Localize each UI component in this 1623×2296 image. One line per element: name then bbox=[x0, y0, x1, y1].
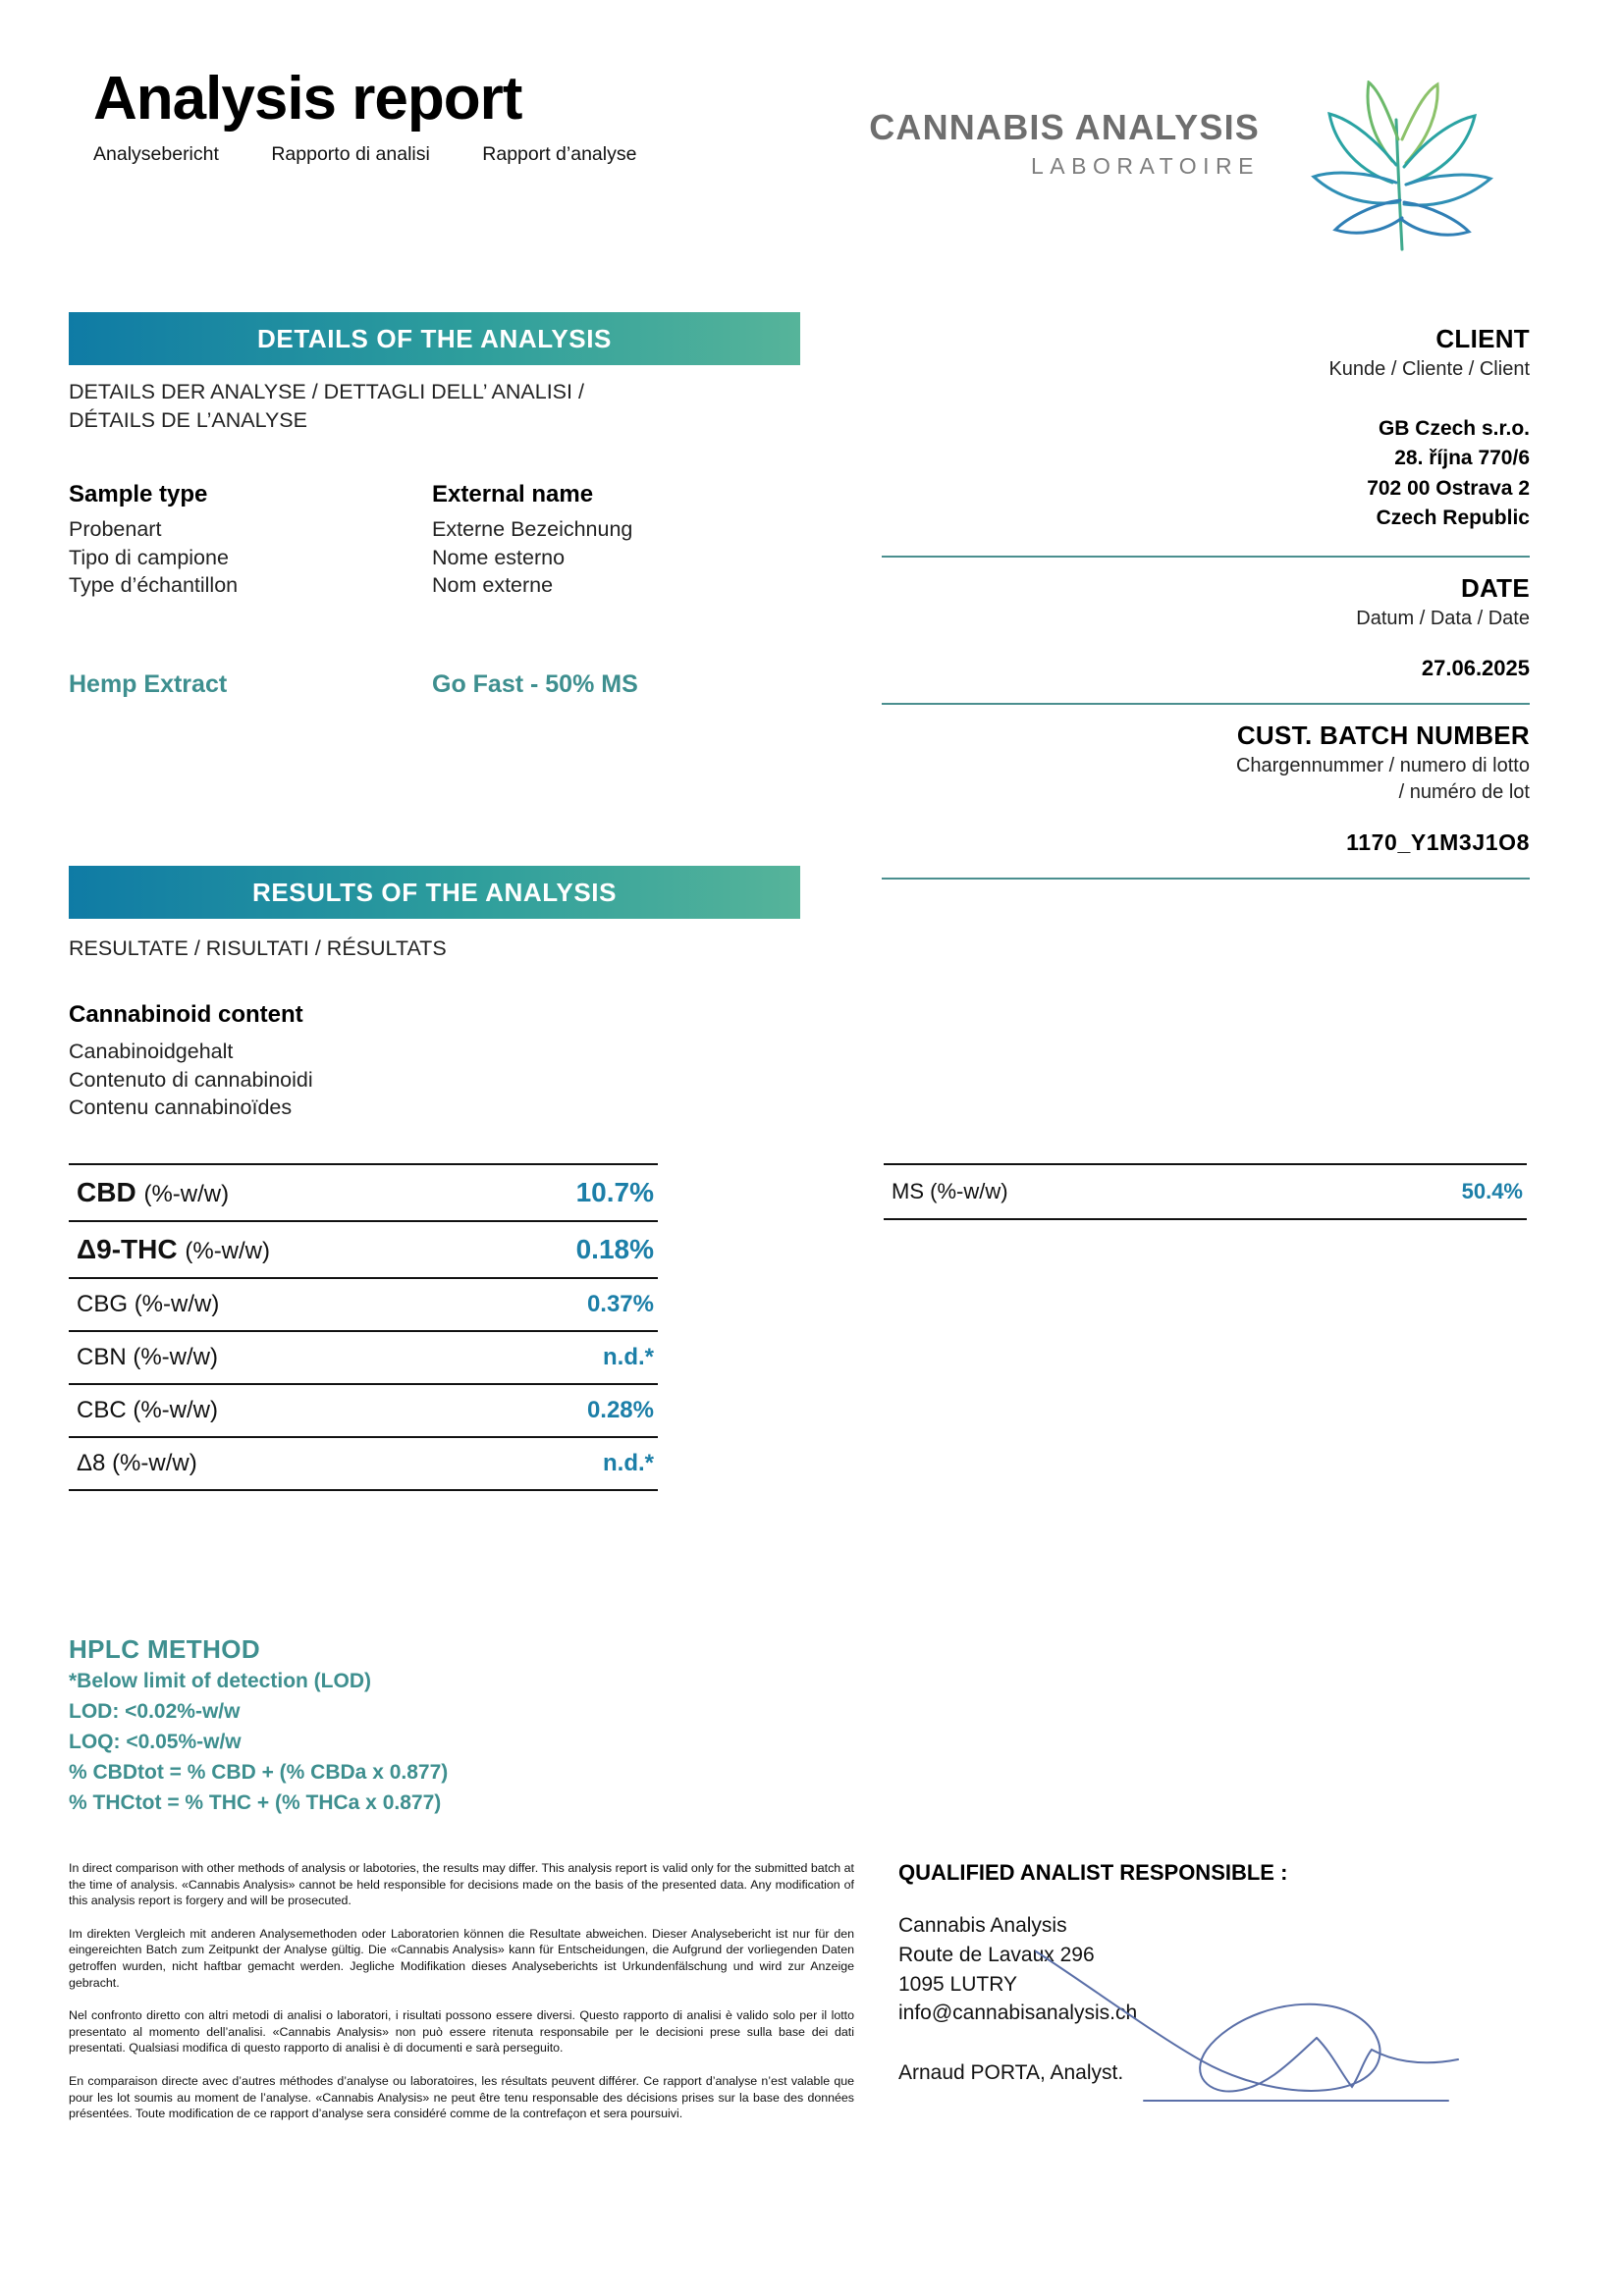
row-label-cbc bbox=[69, 1384, 478, 1437]
title-fr: Rapport d’analyse bbox=[482, 143, 637, 165]
divider bbox=[882, 878, 1530, 880]
analyte-name: CBD bbox=[77, 1177, 136, 1207]
row-value-d8: n.d.* bbox=[478, 1437, 658, 1490]
details-subtitle-line1: DETAILS DER ANALYSE / DETTAGLI DELL’ ANALISI / bbox=[69, 380, 584, 403]
row-value-cbc: 0.28% bbox=[478, 1384, 658, 1437]
external-name-column bbox=[432, 481, 776, 600]
sample-type-fr: Type d’échantillon bbox=[69, 573, 239, 598]
hplc-loq: LOQ: <0.05%-w/w bbox=[69, 1730, 242, 1753]
sample-type-column bbox=[69, 481, 432, 600]
details-banner-label: DETAILS OF THE ANALYSIS bbox=[257, 323, 612, 353]
external-name-it: Nome esterno bbox=[432, 545, 566, 569]
row-label-cbd bbox=[69, 1164, 478, 1221]
hplc-method-block bbox=[69, 1634, 815, 1817]
sample-type-de: Probenart bbox=[69, 517, 162, 541]
row-value-d9thc: 0.18% bbox=[478, 1221, 658, 1278]
analyte-name: Δ8 bbox=[77, 1450, 106, 1476]
results-banner-subtitle: RESULTATE / RISULTATI / RÉSULTATS bbox=[69, 936, 447, 960]
signature-title: QUALIFIED ANALIST RESPONSIBLE : bbox=[898, 1860, 1288, 1885]
analyte-unit: (%-w/w) bbox=[143, 1181, 230, 1207]
row-label-cbn bbox=[69, 1331, 478, 1384]
row-value-ms: 50.4% bbox=[1293, 1164, 1527, 1219]
row-label-cbg bbox=[69, 1278, 478, 1331]
sample-type-head: Sample type bbox=[69, 481, 208, 507]
divider bbox=[882, 556, 1530, 558]
brand-logo bbox=[823, 80, 1530, 247]
row-value-cbd: 10.7% bbox=[478, 1164, 658, 1221]
client-name: GB Czech s.r.o. bbox=[1378, 417, 1530, 440]
analyte-unit: (%-w/w) bbox=[133, 1397, 218, 1423]
row-label-ms: MS (%-w/w) bbox=[884, 1164, 1293, 1219]
table-row bbox=[69, 1437, 658, 1490]
results-banner-label: RESULTS OF THE ANALYSIS bbox=[251, 877, 618, 907]
batch-value: 1170_Y1M3J1O8 bbox=[1346, 828, 1530, 855]
date-subtitle: Datum / Data / Date bbox=[1356, 607, 1530, 629]
row-label-d9thc bbox=[69, 1221, 478, 1278]
external-name-fr: Nom externe bbox=[432, 573, 554, 598]
disclaimer-block bbox=[69, 1860, 854, 2139]
table-row bbox=[69, 1331, 658, 1384]
row-value-cbg: 0.37% bbox=[478, 1278, 658, 1331]
table-row bbox=[69, 1278, 658, 1331]
analyte-name: CBG bbox=[77, 1291, 129, 1317]
details-banner bbox=[69, 312, 800, 365]
client-title: CLIENT bbox=[1435, 324, 1530, 353]
client-info-column bbox=[882, 324, 1530, 895]
analyte-unit: (%-w/w) bbox=[185, 1238, 271, 1264]
analyte-name: CBC bbox=[77, 1397, 127, 1423]
logo-company-subtitle: LABORATOIRE bbox=[1031, 152, 1260, 179]
lab-company: Cannabis Analysis bbox=[898, 1914, 1067, 1937]
hplc-title: HPLC METHOD bbox=[69, 1634, 261, 1664]
external-name-head: External name bbox=[432, 481, 594, 507]
report-header bbox=[93, 65, 1530, 255]
disclaimer-fr: En comparaison directe avec d’autres méthodes d’analyse ou laboratoires, les résultats peuvent différer. Ce rapport d’analyse n’est valable que pour les lot soumis au moment de l’analyse. «Cannabis Analysis» ne peut être tenu responsable des décisions prises sur la base des données présentées. Toute modification de ce rapport d’analyse sera considéré comme de la contrefaçon et sera poursuivi. bbox=[69, 2074, 854, 2121]
external-name-value: Go Fast - 50% MS bbox=[432, 669, 638, 698]
lab-city: 1095 LUTRY bbox=[898, 1972, 1018, 1996]
client-subtitle: Kunde / Cliente / Client bbox=[1328, 358, 1530, 380]
cannabinoid-fr: Contenu cannabinoïdes bbox=[69, 1095, 293, 1120]
title-it: Rapporto di analisi bbox=[271, 143, 430, 165]
details-subtitle-line2: DÉTAILS DE L’ANALYSE bbox=[69, 407, 307, 432]
batch-title: CUST. BATCH NUMBER bbox=[1236, 720, 1530, 750]
date-title: DATE bbox=[1460, 572, 1530, 603]
cannabinoid-results-table bbox=[69, 1163, 658, 1491]
cannabinoid-content-head: Cannabinoid content bbox=[69, 1001, 303, 1028]
sample-type-value: Hemp Extract bbox=[69, 669, 228, 698]
analyte-unit: (%-w/w) bbox=[112, 1450, 197, 1476]
cannabinoid-content-translations bbox=[69, 1038, 313, 1122]
hplc-cbdtot-formula: % CBDtot = % CBD + (% CBDa x 0.877) bbox=[69, 1760, 449, 1784]
ms-results-table bbox=[884, 1163, 1527, 1220]
disclaimer-it: Nel confronto diretto con altri metodi di analisi o laboratori, i risultati possono essere diversi. Questo rapporto di analisi è valido solo per il lotto presentato al momento dell’analisi. «Cannabis Analysis» non può essere ritenuta responsabile per le decisioni prese sulla base dei dati presentati. Qualsiasi modifica di questo rapporto di analisi è di documenti e sarà perseguito. bbox=[69, 2008, 854, 2056]
details-banner-subtitle bbox=[69, 378, 776, 434]
logo-text bbox=[869, 108, 1260, 180]
analyst-name: Arnaud PORTA, Analyst. bbox=[898, 2061, 1124, 2085]
title-de: Analysebericht bbox=[93, 143, 219, 165]
table-row bbox=[69, 1221, 658, 1278]
lab-street: Route de Lavaux 296 bbox=[898, 1943, 1095, 1966]
external-name-de: Externe Bezeichnung bbox=[432, 517, 633, 541]
cannabinoid-it: Contenuto di cannabinoidi bbox=[69, 1067, 313, 1092]
table-row bbox=[884, 1164, 1527, 1219]
disclaimer-en: In direct comparison with other methods of analysis or labotories, the results may differ. This analysis report is valid only for the submitted batch at the time of analysis. «Cannabis Analysis» cannot be held responsible for decisions made on the basis of the presented data. Any modification of this analysis report is forgery and will be prosecuted. bbox=[69, 1861, 854, 1908]
batch-subtitle-line2: / numéro de lot bbox=[1398, 780, 1530, 803]
analyte-unit: (%-w/w) bbox=[133, 1344, 218, 1370]
page-title: Analysis report bbox=[93, 65, 522, 133]
row-label-d8 bbox=[69, 1437, 478, 1490]
divider bbox=[882, 703, 1530, 705]
table-row bbox=[69, 1164, 658, 1221]
hplc-thctot-formula: % THCtot = % THC + (% THCa x 0.877) bbox=[69, 1790, 442, 1814]
batch-subtitle-line1: Chargennummer / numero di lotto bbox=[1235, 754, 1530, 776]
analyte-unit: (%-w/w) bbox=[134, 1291, 220, 1317]
client-street: 28. října 770/6 bbox=[1394, 447, 1530, 470]
title-translations bbox=[93, 143, 636, 166]
lab-email: info@cannabisanalysis.ch bbox=[898, 2002, 1138, 2025]
row-value-cbn: n.d.* bbox=[478, 1331, 658, 1384]
disclaimer-de: Im direkten Vergleich mit anderen Analysemethoden oder Laboratorien können die Resultate abweichen. Dieser Analysebericht ist nur für den eingereichten Batch zum Zeitpunkt der Analyse gültig. Die «Cannabis Analysis» kann für Entscheidungen, die Aufgrund der vorliegenden Daten getroffen wurden, nicht haftbar gemacht werden. Jegliche Modifikation dieses Analyseberichts ist Urkundenfälschung und wird zur Anzeige gebracht. bbox=[69, 1926, 854, 1990]
client-address bbox=[882, 414, 1530, 534]
sample-type-it: Tipo di campione bbox=[69, 545, 229, 569]
analyte-name: Δ9-THC bbox=[77, 1234, 178, 1264]
results-banner bbox=[69, 866, 800, 919]
client-country: Czech Republic bbox=[1376, 507, 1530, 530]
cannabinoid-de: Canabinoidgehalt bbox=[69, 1040, 234, 1063]
hplc-lod: LOD: <0.02%-w/w bbox=[69, 1699, 241, 1723]
date-value: 27.06.2025 bbox=[1421, 655, 1530, 680]
sample-block bbox=[69, 481, 776, 699]
hplc-lod-note: *Below limit of detection (LOD) bbox=[69, 1670, 371, 1692]
table-row bbox=[69, 1384, 658, 1437]
client-city: 702 00 Ostrava 2 bbox=[1367, 476, 1530, 500]
cannabis-leaf-icon bbox=[1274, 80, 1530, 257]
lab-address bbox=[898, 1911, 1527, 2028]
logo-company-name: CANNABIS ANALYSIS bbox=[869, 107, 1260, 147]
title-block bbox=[93, 65, 637, 166]
signature-block bbox=[898, 1860, 1527, 2085]
analyte-name: CBN bbox=[77, 1344, 127, 1370]
